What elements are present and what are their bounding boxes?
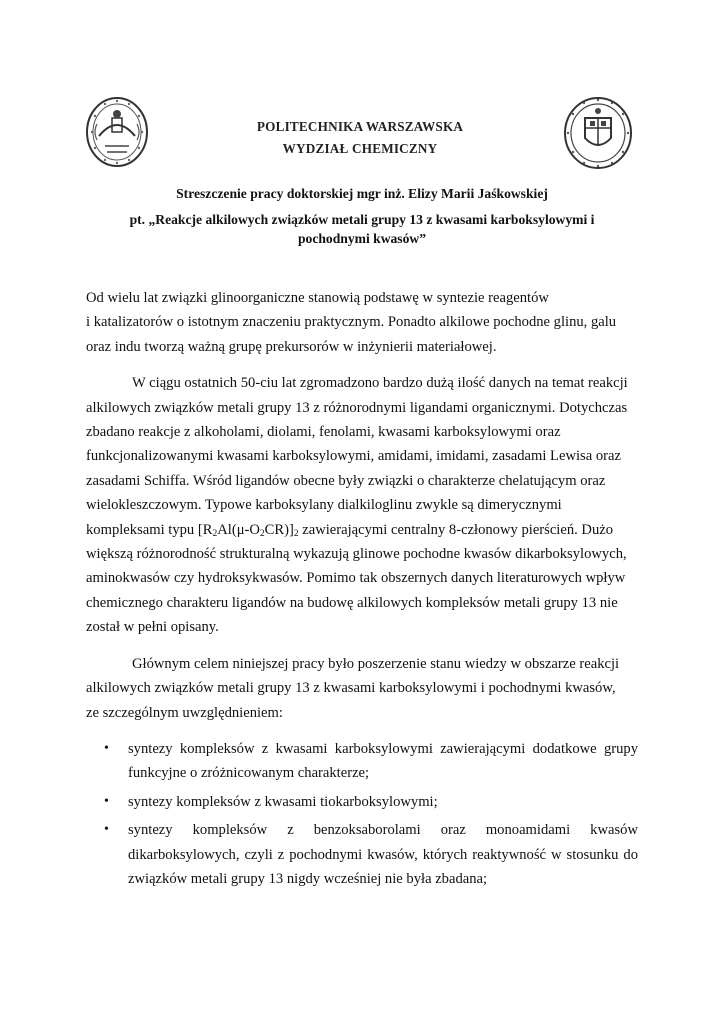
formula-text: zawierającymi centralny 8-członowy pierścień. Dużo <box>298 521 614 538</box>
formula-text: kompleksami typu [R <box>86 521 213 538</box>
text-line: alkilowych związków metali grupy 13 z kwasami karboksylowymi i pochodnymi kwasów, <box>86 680 616 697</box>
paragraph-intro <box>86 286 638 359</box>
university-name: POLITECHNIKA WARSZAWSKA <box>256 119 464 134</box>
text-line: zasadami Schiffa. Wśród ligandów obecne były związki o charakterze chelatującym oraz <box>86 472 606 489</box>
text-line: dikarboksylowych, czyli z pochodnymi kwasów, których reaktywność w stosunku do <box>128 846 638 863</box>
list-item <box>86 790 638 814</box>
paragraph-literature <box>86 371 638 639</box>
abstract-body <box>86 286 638 895</box>
list-item <box>86 818 638 891</box>
bullet-marker: • <box>104 793 109 809</box>
abstract-heading: Streszczenie pracy doktorskiej mgr inż. Elizy Marii Jaśkowskiej <box>176 186 548 201</box>
text-line: wielokleszczowym. Typowe karboksylany dialkiloglinu zwykle są dimerycznymi <box>86 497 562 514</box>
text-line: syntezy kompleksów z benzoksaborolami oraz monoamidami kwasów <box>128 822 638 839</box>
text-line: chemicznego charakteru ligandów na budowę alkilowych kompleksów metali grupy 13 nie <box>86 594 618 611</box>
text-line: związków metali grupy 13 nigdy wcześniej nie była zbadana; <box>128 870 488 887</box>
formula-subscript: 2 <box>212 528 218 539</box>
formula-text: Al(μ-O <box>217 521 260 538</box>
text-line: aminokwasów czy hydroksykwasów. Pomimo tak obszernych danych literaturowych wpływ <box>86 570 626 587</box>
text-line: Głównym celem niniejszej pracy było poszerzenie stanu wiedzy w obszarze reakcji <box>132 655 620 672</box>
text-line: syntezy kompleksów z kwasami karboksylowymi zawierającymi dodatkowe grupy <box>128 740 638 757</box>
paragraph-goal <box>86 652 638 725</box>
politechnika-seal-logo <box>85 96 149 168</box>
text-line: ze szczególnym uwzględnieniem: <box>86 704 283 721</box>
list-item <box>86 737 638 786</box>
faculty-seal-logo <box>563 96 633 170</box>
text-line: i katalizatorów o istotnym znaczeniu praktycznym. Ponadto alkilowe pochodne glinu, galu <box>86 314 617 331</box>
text-line: oraz indu tworzą ważną grupę prekursorów w inżynierii materiałowej. <box>86 338 497 355</box>
formula-subscript: 2 <box>259 528 265 539</box>
thesis-title-block <box>86 184 638 248</box>
text-line: został w pełni opisany. <box>86 619 219 636</box>
formula-line <box>86 518 638 542</box>
faculty-name: WYDZIAŁ CHEMICZNY <box>282 141 438 156</box>
text-line: syntezy kompleksów z kwasami tiokarboksylowymi; <box>128 793 438 810</box>
formula-subscript: 2 <box>293 528 299 539</box>
text-line: W ciągu ostatnich 50-ciu lat zgromadzono bardzo dużą ilość danych na temat reakcji <box>132 375 628 392</box>
text-line: funkcyjne o zróżnicowanym charakterze; <box>128 765 370 782</box>
thesis-title-line2: pochodnymi kwasów” <box>297 231 427 246</box>
formula-text: CR)] <box>264 521 294 538</box>
text-line: Od wielu lat związki glinoorganiczne stanowią podstawę w syntezie reagentów <box>86 290 549 306</box>
bullet-marker: • <box>104 822 109 838</box>
text-line: większą różnorodność strukturalną wykazują glinowe pochodne kwasów dikarboksylowych, <box>86 546 627 563</box>
text-line: alkilowych związków metali grupy 13 z różnorodnymi ligandami organicznymi. Dotychczas <box>86 399 628 416</box>
text-line: zbadano reakcje z alkoholami, diolami, fenolami, kwasami karboksylowymi oraz <box>86 424 561 441</box>
goals-list <box>86 737 638 891</box>
institution-header <box>190 116 530 160</box>
thesis-title-line1: pt. „Reakcje alkilowych związków metali grupy 13 z kwasami karboksylowymi i <box>129 212 595 227</box>
text-line: funkcjonalizowanymi kwasami karboksylowymi, amidami, imidami, zasadami Lewisa oraz <box>86 448 621 465</box>
bullet-marker: • <box>104 740 109 756</box>
